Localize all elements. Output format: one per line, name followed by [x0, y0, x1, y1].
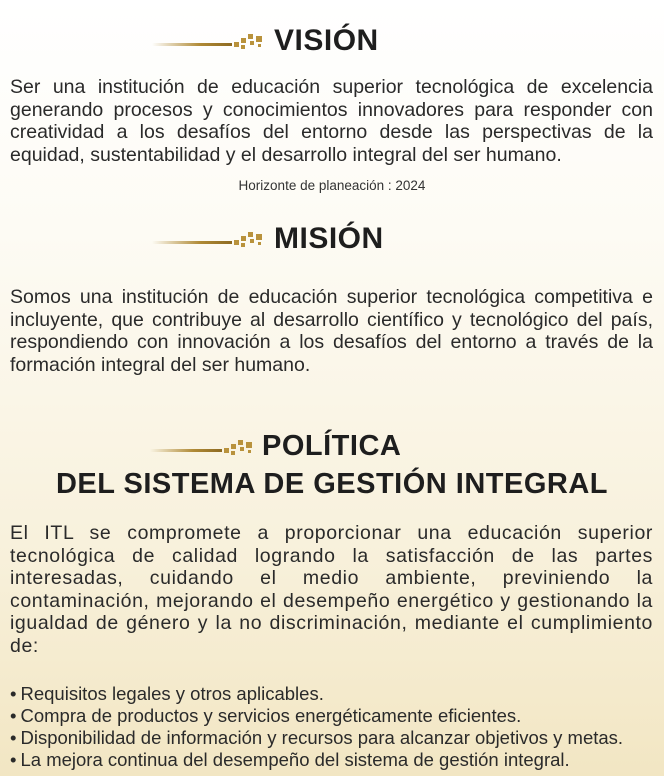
- vision-title: VISIÓN: [274, 24, 379, 57]
- list-item: • Requisitos legales y otros aplicables.: [10, 683, 623, 705]
- policy-title-line2: DEL SISTEMA DE GESTIÓN INTEGRAL: [55, 468, 609, 500]
- list-item: • La mejora continua del desempeño del sistema de gestión integral.: [10, 749, 623, 771]
- gold-line-squares-icon: [152, 227, 270, 251]
- gold-line-squares-icon: [152, 29, 270, 53]
- mission-title: MISIÓN: [274, 222, 384, 255]
- list-item: • Compra de productos y servicios energéticamente eficientes.: [10, 705, 623, 727]
- policy-text: El ITL se compromete a proporcionar una educación superior tecnológica de calidad logrando la satisfacción de las partes interesadas, cuidando el medio ambiente, previniendo la contaminación, mejorando el desempeño energético y gestionando la igualdad de género y la no discriminación, mediante el cumplimiento de:: [10, 522, 653, 657]
- mission-text: Somos una institución de educación superior tecnológica competitiva e incluyente, que contribuye al desarrollo científico y tecnológico del país, respondiendo con innovación a los desafíos del entorno a través de la formación integral del ser humano.: [10, 286, 653, 376]
- vision-heading: [152, 24, 379, 58]
- mission-heading: [152, 222, 384, 256]
- list-item: • Disponibilidad de información y recursos para alcanzar objetivos y metas.: [10, 727, 623, 749]
- gold-line-squares-icon: [150, 435, 260, 459]
- policy-heading: [150, 430, 401, 463]
- policy-bullet-list: [10, 683, 623, 771]
- policy-title-line1: POLÍTICA: [262, 430, 402, 462]
- planning-horizon: Horizonte de planeación : 2024: [238, 178, 426, 193]
- vision-text: Ser una institución de educación superior tecnológica de excelencia generando procesos y conocimientos innovadores para responder con creatividad a los desafíos del entorno desde las perspectivas de la equidad, sustentabilidad y el desarrollo integral del ser humano.: [10, 76, 653, 166]
